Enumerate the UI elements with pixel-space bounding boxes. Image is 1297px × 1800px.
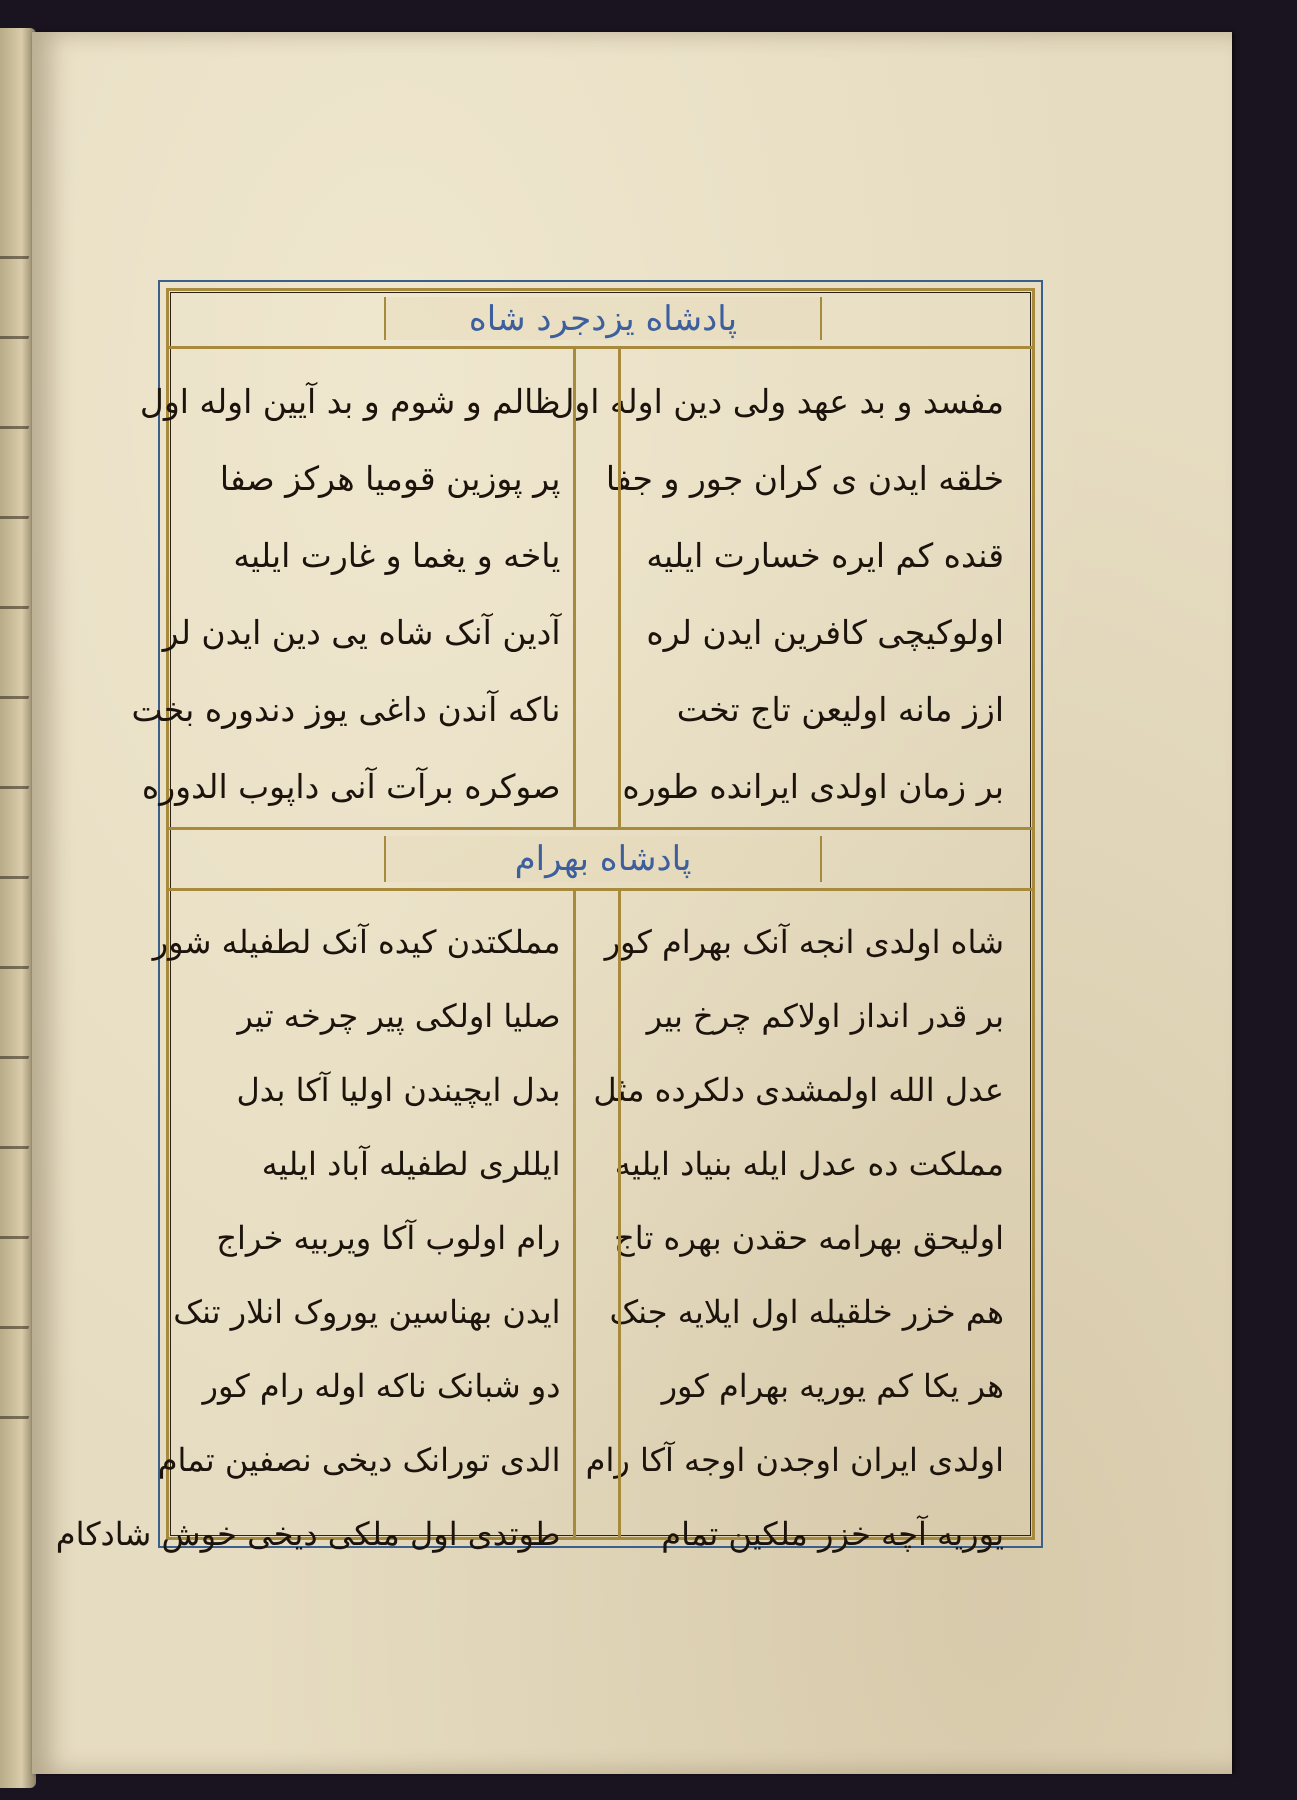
hemistich: طوتدی اول ملکی دیخی خوش شادکام [55,1515,561,1553]
text-frame [55,280,1043,1553]
hemistich: هر یکا کم یوریه بهرام کور [661,1367,1004,1405]
hemistich: الدی تورانک دیخی نصفین تمام [157,1441,561,1479]
hemistich: رام اولوب آکا ویربیه خراج [216,1219,561,1257]
ink-trace [0,588,36,609]
hemistich: یاخه و یغما و غارت ایلیه [233,536,561,575]
hemistich: ایدن بهناسین یوروک انلار تنک [173,1293,561,1331]
hemistich: مفسد و بد عهد ولی دین اوله اول [550,382,1004,421]
ink-trace [0,1308,36,1329]
gilt-ruling [55,288,1035,1553]
hemistich: هم خزر خلقیله اول ایلایه جنک [609,1293,1004,1331]
manuscript-folio [32,32,1232,1774]
ink-trace [0,1128,36,1149]
ink-trace [0,318,36,339]
ink-trace [0,768,36,789]
ink-trace [0,1218,36,1239]
hemistich: دو شبانک ناکه اوله رام کور [202,1367,561,1405]
ink-trace [0,498,36,519]
heading-band-middle [169,827,1032,891]
hemistich: یوریه آچه خزر ملکین تمام [661,1515,1004,1553]
verse-column-left [55,891,601,1553]
ink-trace [0,408,36,429]
hemistich: شاه اولدی انجه آنک بهرام کور [604,923,1004,961]
hemistich: صلیا اولکی پیر چرخه تیر [237,997,561,1035]
heading-panel-middle [384,836,822,882]
hemistich: مملکتدن کیده آنک لطفیله شور [152,923,561,961]
verse-column-right [550,349,1033,827]
hemistich: خلقه ایدن ی کران جور و جفا [605,459,1004,498]
hemistich: آدین آنک شاه یی دین ایدن لر [162,613,561,652]
ink-trace [0,238,36,259]
hemistich: بدل ایچیندن اولیا آکا بدل [236,1071,561,1109]
hemistich: ناکه آندن داغی یوز دندوره بخت [131,690,561,729]
verse-column-right [585,891,1033,1553]
hemistich: اولیحق بهرامه حقدن بهره تاج [614,1219,1004,1257]
ink-trace [0,1038,36,1059]
facing-page-edge [0,28,36,1788]
hemistich: صوکره برآت آنی داپوب الدوره [141,767,561,806]
ink-trace [0,858,36,879]
hemistich: بر زمان اولدی ایرانده طوره [622,767,1004,806]
hemistich: قنده کم ایره خسارت ایلیه [646,536,1004,575]
chapter-heading-bahram: پادشاه بهرام [514,839,692,879]
hemistich: ایللری لطفیله آباد ایلیه [261,1145,561,1183]
ink-trace [0,1398,36,1419]
ink-trace [0,678,36,699]
hemistich: ظالم و شوم و بد آیین اوله اول [139,382,561,421]
hemistich: بر قدر انداز اولاکم چرخ بیر [646,997,1004,1035]
chapter-heading-yazdegerd: پادشاه یزدجرد شاه [468,298,738,339]
hemistich: ازز مانه اولیعن تاج تخت [676,690,1004,729]
hemistich: عدل الله اولمشدی دلکرده مثل [593,1071,1004,1109]
heading-band-top [169,291,1032,349]
hemistich: مملکت ده عدل ایله بنیاد ایلیه [614,1145,1004,1183]
heading-panel-top [384,297,822,340]
ink-trace [0,948,36,969]
hemistich: اولدی ایران اوجدن اوجه آکا رام [585,1441,1004,1479]
hemistich: اولوکیچی کافرین ایدن لره [646,613,1004,652]
verse-column-left [131,349,601,827]
verse-section-top [131,349,1032,827]
hemistich: پر پوزین قومیا هرکز صفا [219,459,561,498]
verse-section-bottom [55,891,1032,1553]
